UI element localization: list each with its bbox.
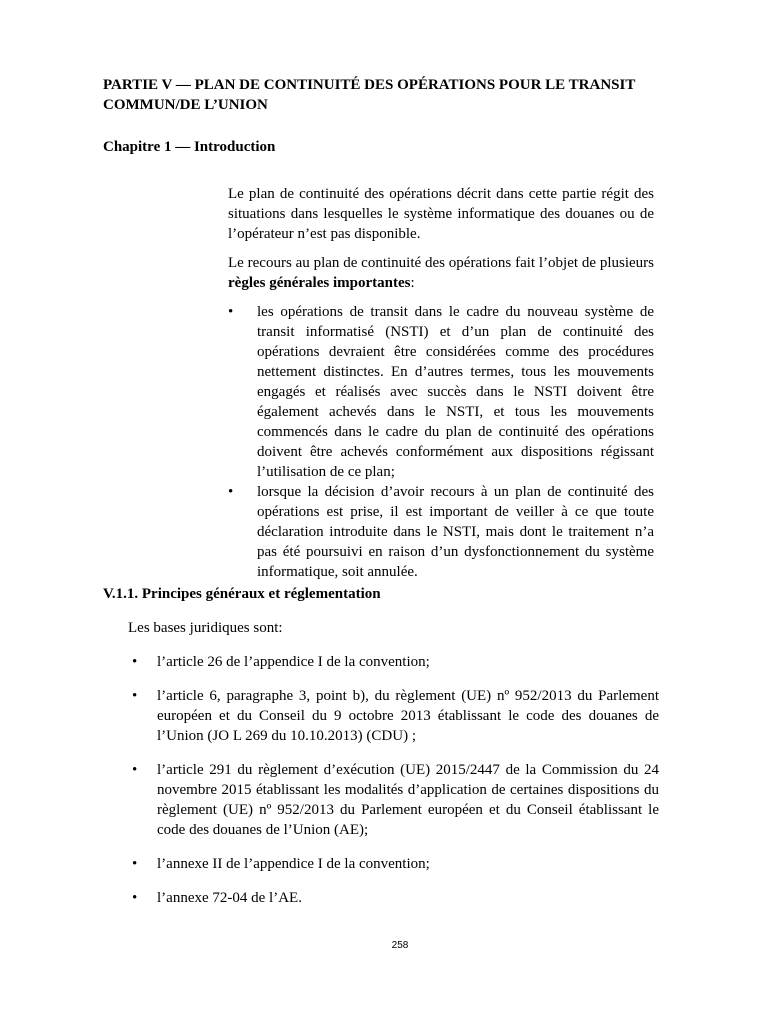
intro-block xyxy=(228,184,654,582)
bullet-icon: • xyxy=(132,688,138,704)
bullet-icon: • xyxy=(132,654,138,670)
intro-paragraph-2-start: Le recours au plan de continuité des opérations fait l’objet de plusieurs xyxy=(228,255,654,271)
intro-bullet-list xyxy=(228,302,654,582)
intro-paragraph-2-bold: règles générales importantes xyxy=(228,275,411,291)
list-item-text: lorsque la décision d’avoir recours à un plan de continuité des opérations est prise, il est important de veiller à ce que toute déclaration introduite dans le NSTI, mais dont le traitement n’a pas été poursuivi en raison d’un dysfonctionnement du système informatique, soit annulée. xyxy=(257,484,654,580)
intro-paragraph-2 xyxy=(228,253,654,293)
intro-paragraph-2-end: : xyxy=(410,275,415,291)
legal-bases-intro: Les bases juridiques sont: xyxy=(128,620,283,636)
list-item xyxy=(132,652,659,672)
page-title: PARTIE V — PLAN DE CONTINUITÉ DES OPÉRATIONS POUR LE TRANSIT COMMUN/DE L’UNION xyxy=(103,77,636,113)
list-item-text: l’article 291 du règlement d’exécution (UE) 2015/2447 de la Commission du 24 novembre 2015 établissant les modalités d’application de certaines dispositions du règlement (UE) nº 952/2013 du Parlement européen et du Conseil établissant le code des douanes de l’Union (AE); xyxy=(157,762,659,838)
list-item-text: l’article 6, paragraphe 3, point b), du règlement (UE) nº 952/2013 du Parlement européen et du Conseil du 9 octobre 2013 établissant le code des douanes de l’Union (JO L 269 du 10.10.2013) (CDU) ; xyxy=(157,688,659,744)
bullet-icon: • xyxy=(132,856,138,872)
bullet-icon: • xyxy=(228,304,234,320)
page-number: 258 xyxy=(391,940,409,951)
chapter-title: Chapitre 1 — Introduction xyxy=(103,139,276,155)
list-item xyxy=(132,760,659,840)
section-title: V.1.1. Principes généraux et réglementation xyxy=(103,586,381,602)
bullet-icon: • xyxy=(132,890,138,906)
list-item-text: les opérations de transit dans le cadre du nouveau système de transit informatisé (NSTI) et d’un plan de continuité des opérations devraient être considérées comme des procédures nettement distinctes. En d’autres termes, tous les mouvements engagés et réalisés avec succès dans le NSTI doivent être également achevés dans le NSTI, et tous les mouvements commencés dans le cadre du plan de continuité des opérations doivent être achevés conformément aux dispositions régissant l’utilisation de ce plan; xyxy=(257,304,654,480)
list-item xyxy=(228,482,654,582)
list-item-text: l’annexe 72-04 de l’AE. xyxy=(157,890,302,906)
intro-paragraph-1: Le plan de continuité des opérations décrit dans cette partie régit des situations dans lesquelles le système informatique des douanes ou de l’opérateur n’est pas disponible. xyxy=(228,186,654,242)
list-item xyxy=(132,888,659,908)
legal-bases-list xyxy=(132,652,659,922)
list-item xyxy=(228,302,654,482)
list-item-text: l’annexe II de l’appendice I de la convention; xyxy=(157,856,430,872)
list-item xyxy=(132,686,659,746)
list-item-text: l’article 26 de l’appendice I de la convention; xyxy=(157,654,430,670)
list-item xyxy=(132,854,659,874)
bullet-icon: • xyxy=(132,762,138,778)
bullet-icon: • xyxy=(228,484,234,500)
